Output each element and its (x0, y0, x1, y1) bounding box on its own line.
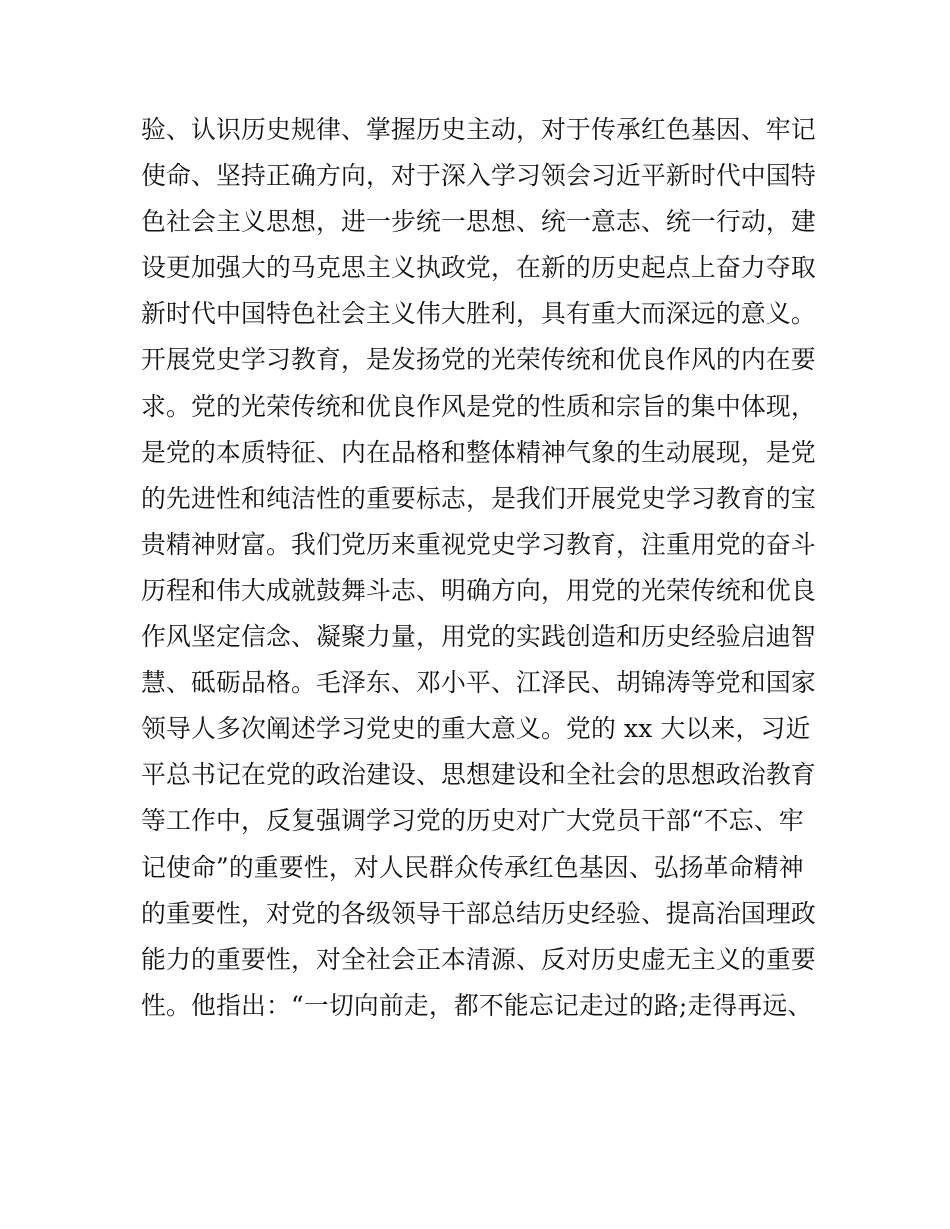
text-line: 性。他指出：“一切向前走，都不能忘记走过的路;走得再远、 (141, 990, 813, 1020)
text-line: 的重要性，对党的各级领导干部总结历史经验、提高治国理政 (141, 898, 816, 928)
text-line: 等工作中，反复强调学习党的历史对广大党员干部“不忘、牢 (141, 806, 804, 836)
text-line: 能力的重要性，对全社会正本清源、反对历史虚无主义的重要 (141, 944, 816, 974)
text-line: 的先进性和纯洁性的重要标志，是我们开展党史学习教育的宝 (141, 483, 816, 513)
text-line: 开展党史学习教育，是发扬党的光荣传统和优良作风的内在要 (141, 345, 816, 375)
text-line: 设更加强大的马克思主义执政党，在新的历史起点上奋力夺取 (141, 253, 816, 283)
body-text (141, 107, 821, 1029)
text-line: 慧、砥砺品格。毛泽东、邓小平、江泽民、胡锦涛等党和国家 (141, 668, 816, 698)
text-line: 贵精神财富。我们党历来重视党史学习教育，注重用党的奋斗 (141, 529, 816, 559)
text-line: 验、认识历史规律、掌握历史主动，对于传承红色基因、牢记 (141, 115, 816, 144)
text-line: 色社会主义思想，进一步统一思想、统一意志、统一行动，建 (141, 207, 816, 237)
text-line: 使命、坚持正确方向，对于深入学习领会习近平新时代中国特 (141, 161, 816, 191)
text-line: 是党的本质特征、内在品格和整体精神气象的生动展现，是党 (141, 437, 816, 467)
text-line: 历程和伟大成就鼓舞斗志、明确方向，用党的光荣传统和优良 (141, 575, 816, 605)
text-line: 领导人多次阐述学习党史的重大意义。党的 xx 大以来，习近 (141, 714, 811, 744)
text-line: 求。党的光荣传统和优良作风是党的性质和宗旨的集中体现， (141, 391, 816, 421)
text-line: 作风坚定信念、凝聚力量，用党的实践创造和历史经验启迪智 (141, 622, 816, 652)
text-line: 新时代中国特色社会主义伟大胜利，具有重大而深远的意义。 (141, 299, 816, 329)
text-line: 记使命”的重要性，对人民群众传承红色基因、弘扬革命精神 (141, 852, 804, 882)
text-line: 平总书记在党的政治建设、思想建设和全社会的思想政治教育 (141, 760, 816, 790)
